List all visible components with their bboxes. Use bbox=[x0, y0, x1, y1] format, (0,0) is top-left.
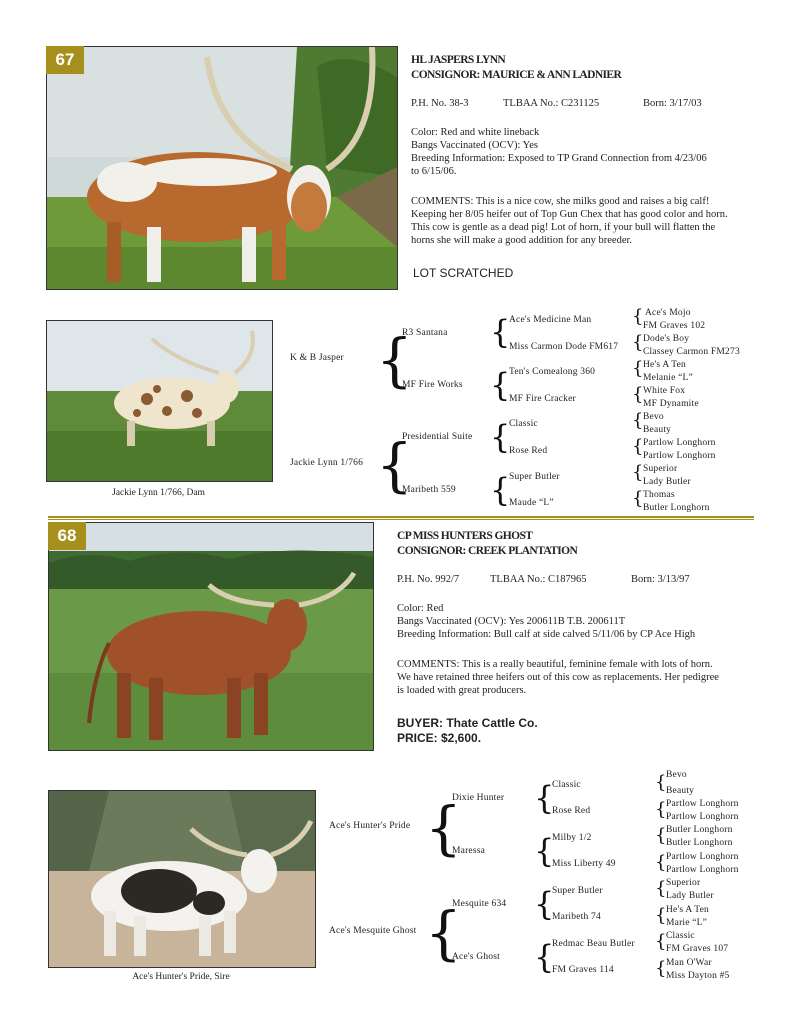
pedigree-ancestor: FM Graves 102 bbox=[643, 321, 706, 331]
pedigree-ancestor: Partlow Longhorn bbox=[666, 799, 739, 809]
lot67-tlbaa-number: TLBAA No.: C231125 bbox=[503, 98, 600, 109]
lot68-comments-line3: is loaded with great producers. bbox=[397, 685, 527, 696]
pedigree-ancestor: Partlow Longhorn bbox=[666, 852, 739, 862]
pedigree-grandparent: MF Fire Works bbox=[402, 380, 463, 390]
pedigree-brace: { bbox=[534, 832, 555, 870]
pedigree-grandparent: Dixie Hunter bbox=[452, 793, 505, 803]
lot68-breeding: Breeding Information: Bull calf at side calved 5/11/06 by CP Ace High bbox=[397, 629, 696, 640]
pedigree-brace: { bbox=[632, 488, 644, 509]
pedigree-ancestor: Classic bbox=[666, 931, 695, 941]
pedigree-brace: { bbox=[534, 938, 555, 976]
lot68-animal-name: CP MISS HUNTERS GHOST bbox=[397, 530, 533, 542]
lot-number-badge: 67 bbox=[46, 46, 84, 74]
cow-photo-image bbox=[49, 523, 373, 750]
dam-photo-image bbox=[47, 321, 272, 481]
pedigree-brace: { bbox=[655, 825, 667, 846]
pedigree-ancestor: Lady Butler bbox=[666, 891, 714, 901]
pedigree-brace: { bbox=[534, 779, 555, 817]
pedigree-brace: { bbox=[655, 772, 667, 793]
pedigree-great-grandparent: Rose Red bbox=[552, 806, 591, 816]
pedigree-great-grandparent: Maude “L” bbox=[509, 498, 554, 508]
cow-photo-image bbox=[47, 47, 397, 289]
pedigree-ancestor: Man O'War bbox=[666, 958, 712, 968]
pedigree-grandparent: R3 Santana bbox=[402, 328, 448, 338]
pedigree-brace: { bbox=[632, 384, 644, 405]
pedigree-ancestor: Butler Longhorn bbox=[666, 838, 733, 848]
lot68-sire-photo bbox=[48, 790, 316, 968]
pedigree-brace: { bbox=[376, 326, 413, 394]
pedigree-ancestor: Ace's Mojo bbox=[645, 308, 691, 318]
lot67-comments-line4: horns she will make a good addition for any breeder. bbox=[411, 235, 633, 246]
lot68-tlbaa-number: TLBAA No.: C187965 bbox=[490, 574, 587, 585]
lot67-breeding-line2: to 6/15/06. bbox=[411, 166, 457, 177]
pedigree-ancestor: Partlow Longhorn bbox=[643, 451, 716, 461]
pedigree-brace: { bbox=[425, 794, 462, 862]
pedigree-ancestor: MF Dynamite bbox=[643, 399, 699, 409]
pedigree-ancestor: Lady Butler bbox=[643, 477, 691, 487]
pedigree-brace: { bbox=[655, 905, 667, 926]
pedigree-brace: { bbox=[490, 471, 511, 509]
pedigree-great-grandparent: MF Fire Cracker bbox=[509, 394, 576, 404]
lot68-color: Color: Red bbox=[397, 603, 444, 614]
lot67-bangs: Bangs Vaccinated (OCV): Yes bbox=[411, 140, 538, 151]
pedigree-brace: { bbox=[632, 462, 644, 483]
lot68-photo-caption: Ace's Hunter's Pride, Sire bbox=[132, 972, 230, 982]
lot67-photo-caption: Jackie Lynn 1/766, Dam bbox=[112, 488, 205, 498]
pedigree-ancestor: Miss Dayton #5 bbox=[666, 971, 730, 981]
lot67-animal-name: HL JASPERS LYNN bbox=[411, 54, 506, 66]
pedigree-ancestor: Bevo bbox=[666, 770, 687, 780]
pedigree-grandparent: Ace's Ghost bbox=[452, 952, 500, 962]
lot67-breeding-line1: Breeding Information: Exposed to TP Grand Connection from 4/23/06 bbox=[411, 153, 707, 164]
pedigree-ancestor: FM Graves 107 bbox=[666, 944, 729, 954]
lot67-comments-line3: This cow is gentle as a dead pig! Lot of horn, if your bull will flatten the bbox=[411, 222, 716, 233]
lot67-comments-line1: COMMENTS: This is a nice cow, she milks good and raises a big calf! bbox=[411, 196, 710, 207]
pedigree-brace: { bbox=[490, 366, 511, 404]
lot-divider bbox=[48, 519, 754, 520]
pedigree-ancestor: He's A Ten bbox=[643, 360, 686, 370]
pedigree-great-grandparent: Super Butler bbox=[552, 886, 603, 896]
pedigree-ancestor: Partlow Longhorn bbox=[643, 438, 716, 448]
pedigree-great-grandparent: Rose Red bbox=[509, 446, 548, 456]
pedigree-dam: Ace's Mesquite Ghost bbox=[329, 926, 417, 936]
pedigree-great-grandparent: Super Butler bbox=[509, 472, 560, 482]
pedigree-ancestor: Bevo bbox=[643, 412, 664, 422]
pedigree-brace: { bbox=[632, 358, 644, 379]
lot67-dam-photo bbox=[46, 320, 273, 482]
pedigree-brace: { bbox=[425, 899, 462, 967]
pedigree-dam: Jackie Lynn 1/766 bbox=[290, 458, 364, 468]
lot-divider bbox=[48, 516, 754, 518]
pedigree-ancestor: Partlow Longhorn bbox=[666, 865, 739, 875]
pedigree-ancestor: Butler Longhorn bbox=[643, 503, 710, 513]
pedigree-brace: { bbox=[490, 418, 511, 456]
lot68-main-photo bbox=[48, 522, 374, 751]
lot67-comments-line2: Keeping her 8/05 heifer out of Top Gun Chex that has good color and horn. bbox=[411, 209, 728, 220]
pedigree-great-grandparent: FM Graves 114 bbox=[552, 965, 614, 975]
lot68-comments-line1: COMMENTS: This is a really beautiful, feminine female with lots of horn. bbox=[397, 659, 713, 670]
pedigree-ancestor: Thomas bbox=[643, 490, 675, 500]
pedigree-great-grandparent: Redmac Beau Butler bbox=[552, 939, 635, 949]
pedigree-grandparent: Presidential Suite bbox=[402, 432, 473, 442]
pedigree-grandparent: Maressa bbox=[452, 846, 486, 856]
pedigree-great-grandparent: Ace's Medicine Man bbox=[509, 315, 592, 325]
lot68-comments-line2: We have retained three heifers out of this cow as replacements. Her pedigree bbox=[397, 672, 719, 683]
lot67-consignor: CONSIGNOR: MAURICE & ANN LADNIER bbox=[411, 69, 622, 81]
lot67-main-photo bbox=[46, 46, 398, 290]
pedigree-ancestor: Beauty bbox=[666, 786, 695, 796]
pedigree-ancestor: Marie “L” bbox=[666, 918, 708, 928]
pedigree-ancestor: Dode's Boy bbox=[643, 334, 690, 344]
pedigree-ancestor: He's A Ten bbox=[666, 905, 709, 915]
pedigree-ancestor: Beauty bbox=[643, 425, 672, 435]
pedigree-brace: { bbox=[655, 799, 667, 820]
pedigree-brace: { bbox=[632, 436, 644, 457]
pedigree-grandparent: Mesquite 634 bbox=[452, 899, 507, 909]
pedigree-ancestor: Superior bbox=[643, 464, 678, 474]
pedigree-great-grandparent: Maribeth 74 bbox=[552, 912, 601, 922]
pedigree-great-grandparent: Classic bbox=[509, 419, 538, 429]
lot68-buyer: BUYER: Thate Cattle Co. bbox=[397, 716, 538, 730]
pedigree-great-grandparent: Classic bbox=[552, 780, 581, 790]
pedigree-ancestor: White Fox bbox=[643, 386, 686, 396]
pedigree-ancestor: Partlow Longhorn bbox=[666, 812, 739, 822]
sire-photo-image bbox=[49, 791, 315, 967]
pedigree-great-grandparent: Miss Carmon Dode FM617 bbox=[509, 342, 619, 352]
lot68-ph-number: P.H. No. 992/7 bbox=[397, 574, 460, 585]
pedigree-brace: { bbox=[632, 306, 644, 327]
lot67-color: Color: Red and white lineback bbox=[411, 127, 540, 138]
pedigree-sire: Ace's Hunter's Pride bbox=[329, 821, 411, 831]
lot67-ph-number: P.H. No. 38-3 bbox=[411, 98, 469, 109]
pedigree-ancestor: Classey Carmon FM273 bbox=[643, 347, 740, 357]
pedigree-ancestor: Melanie “L” bbox=[643, 373, 693, 383]
pedigree-great-grandparent: Milby 1/2 bbox=[552, 833, 592, 843]
pedigree-brace: { bbox=[632, 410, 644, 431]
lot68-bangs: Bangs Vaccinated (OCV): Yes 200611B T.B. 200611T bbox=[397, 616, 626, 627]
lot-number-badge: 68 bbox=[48, 522, 86, 550]
pedigree-great-grandparent: Miss Liberty 49 bbox=[552, 859, 616, 869]
pedigree-great-grandparent: Ten's Comealong 360 bbox=[509, 367, 596, 377]
pedigree-brace: { bbox=[534, 885, 555, 923]
pedigree-ancestor: Butler Longhorn bbox=[666, 825, 733, 835]
lot67-status: LOT SCRATCHED bbox=[413, 266, 514, 280]
pedigree-brace: { bbox=[632, 332, 644, 353]
lot67-born-date: Born: 3/17/03 bbox=[643, 98, 702, 109]
lot68-price: PRICE: $2,600. bbox=[397, 731, 482, 745]
pedigree-brace: { bbox=[655, 931, 667, 952]
pedigree-sire: K & B Jasper bbox=[290, 353, 344, 363]
pedigree-brace: { bbox=[655, 852, 667, 873]
pedigree-ancestor: Superior bbox=[666, 878, 701, 888]
pedigree-brace: { bbox=[490, 313, 511, 351]
pedigree-brace: { bbox=[376, 431, 413, 499]
pedigree-grandparent: Maribeth 559 bbox=[402, 485, 456, 495]
pedigree-brace: { bbox=[655, 878, 667, 899]
pedigree-brace: { bbox=[655, 958, 667, 979]
lot68-born-date: Born: 3/13/97 bbox=[631, 574, 690, 585]
lot68-consignor: CONSIGNOR: CREEK PLANTATION bbox=[397, 545, 578, 557]
